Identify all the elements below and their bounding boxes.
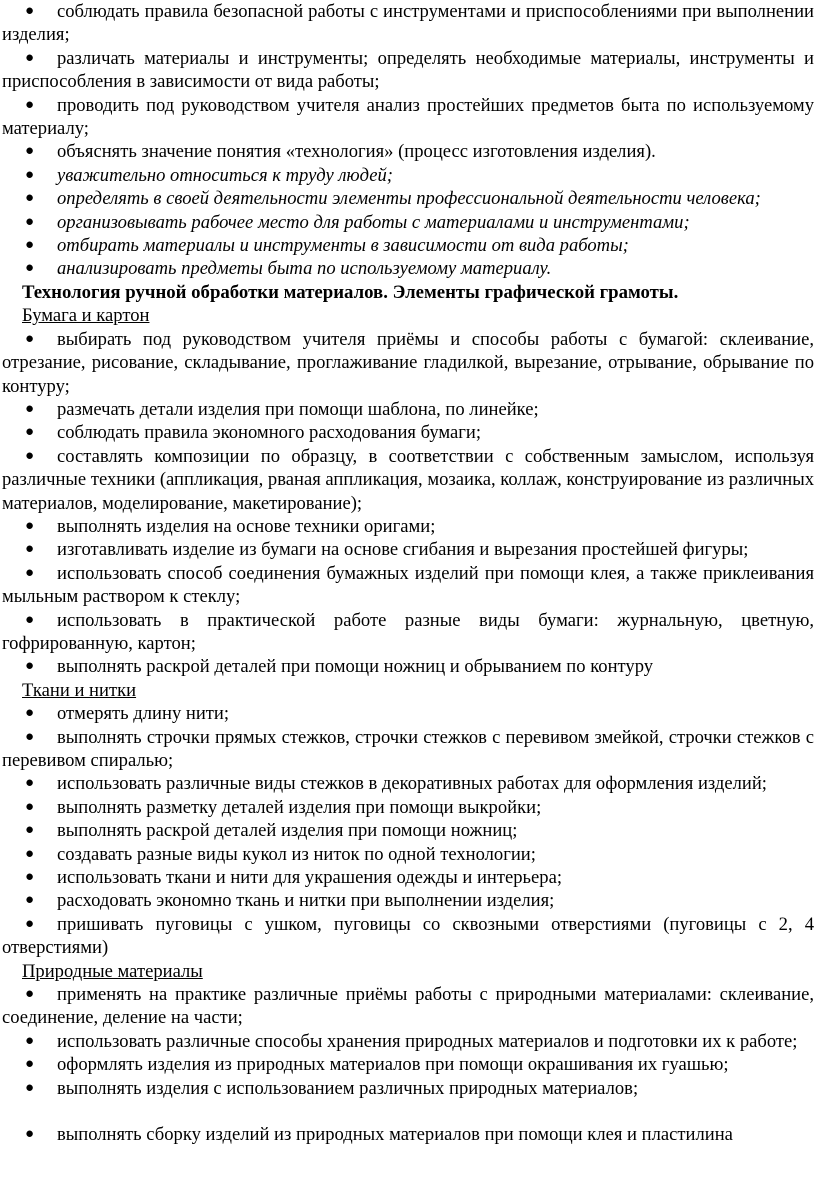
list-item-text: анализировать предметы быта по используемому материалу. (57, 258, 552, 280)
list-item-text: выполнять раскрой деталей при помощи ножниц и обрыванием по контуру (57, 656, 654, 678)
list-item-text: выполнять изделия с использованием различных природных материалов; (57, 1077, 639, 1099)
list-item (2, 866, 814, 889)
list-item-text: создавать разные виды кукол из ниток по одной технологии; (57, 843, 536, 865)
list-item-text: отбирать материалы и инструменты в зависимости от вида работы; (57, 235, 629, 257)
list-item (2, 234, 814, 257)
bullet-icon: ● (25, 892, 35, 909)
bullet-icon: ● (25, 798, 35, 815)
list-item-text: составлять композиции по образцу, в соответствии с собственным замыслом, используя различные техники (аппликация, рваная аппликация, мозаика, коллаж, конструирование из различных материалов, моделирование, макетирование); (2, 445, 814, 514)
bullet-icon: ● (25, 260, 35, 277)
list-item (2, 772, 814, 795)
list-item-text: выполнять разметку деталей изделия при помощи выкройки; (57, 796, 542, 818)
list-item-text: определять в своей деятельности элементы профессиональной деятельности человека; (57, 188, 761, 210)
list-item (2, 421, 814, 444)
list-item-text: применять на практике различные приёмы работы с природными материалами: склеивание, соединение, деление на части; (2, 984, 814, 1029)
list-item-text: расходовать экономно ткань и нитки при выполнении изделия; (57, 890, 555, 912)
list-item-text: использовать различные виды стежков в декоративных работах для оформления изделий; (57, 773, 767, 795)
list-item-text: проводить под руководством учителя анализ простейших предметов быта по используемому материалу; (2, 94, 814, 140)
list-item-text: использовать способ соединения бумажных изделий при помощи клея, а также приклеивания мыльным раствором к стеклу; (2, 562, 814, 608)
bullet-icon: ● (25, 424, 35, 441)
bullet-icon: ● (25, 447, 35, 464)
bullet-icon: ● (25, 658, 35, 675)
bullet-icon: ● (25, 190, 35, 207)
bullet-icon: ● (25, 143, 35, 160)
natural-list (2, 983, 814, 1146)
bullet-icon: ● (25, 822, 35, 839)
bullet-icon: ● (25, 541, 35, 558)
bullet-icon: ● (25, 1032, 35, 1049)
list-item (2, 47, 814, 94)
bullet-icon: ● (25, 1079, 35, 1096)
list-item (2, 913, 814, 960)
bullet-icon: ● (25, 96, 35, 113)
list-item (2, 164, 814, 187)
bullet-icon: ● (25, 845, 35, 862)
list-item (2, 187, 814, 210)
list-item (2, 1030, 814, 1053)
bullet-icon: ● (25, 915, 35, 932)
list-item (2, 819, 814, 842)
bullet-icon: ● (25, 1126, 35, 1143)
list-item-text: уважительно относиться к труду людей; (57, 164, 393, 186)
list-item (2, 445, 814, 515)
bullet-icon: ● (25, 517, 35, 534)
list-item (2, 1077, 814, 1100)
list-item (2, 655, 814, 678)
list-item-text: выполнять изделия на основе техники оригами; (57, 515, 436, 537)
list-item (2, 983, 814, 1030)
list-item (2, 1053, 814, 1076)
list-item (2, 94, 814, 141)
list-item (2, 211, 814, 234)
list-item (2, 538, 814, 561)
bullet-icon: ● (25, 705, 35, 722)
list-item-text: использовать различные способы хранения природных материалов и подготовки их к работе; (57, 1030, 798, 1052)
list-item (2, 398, 814, 421)
subsection-title-fabric: Ткани и нитки (22, 679, 137, 701)
blank-line (2, 1100, 814, 1123)
list-item (2, 889, 814, 912)
list-item-text: соблюдать правила безопасной работы с инструментами и приспособлениями при выполнении изделия; (2, 1, 814, 46)
list-item (2, 843, 814, 866)
list-item-text: размечать детали изделия при помощи шаблона, по линейке; (57, 398, 539, 420)
bullet-icon: ● (25, 775, 35, 792)
list-item-text: использовать в практической работе разные виды бумаги: журнальную, цветную, гофрированную, картон; (2, 609, 814, 654)
document-page (2, 0, 814, 1147)
list-item-text: пришивать пуговицы с ушком, пуговицы со сквозными отверстиями (пуговицы с 2, 4 отверстиями) (2, 913, 814, 959)
subsection-title-paper: Бумага и картон (22, 305, 150, 327)
bullet-icon: ● (25, 611, 35, 628)
list-item (2, 609, 814, 656)
bullet-icon: ● (25, 400, 35, 417)
intro-list (2, 0, 814, 164)
list-item-text: оформлять изделия из природных материалов при помощи окрашивания их гуашью; (57, 1054, 729, 1076)
section-heading: Технология ручной обработки материалов. Элементы графической грамоты. (22, 281, 679, 303)
list-item (2, 702, 814, 725)
list-item-text: выполнять строчки прямых стежков, строчки стежков с перевивом змейкой, строчки стежков с перевивом спиралью; (2, 726, 814, 771)
list-item (2, 1123, 814, 1146)
fabric-list (2, 702, 814, 959)
subsection-title-natural: Природные материалы (22, 960, 203, 982)
list-item-text: объяснять значение понятия «технология» (процесс изготовления изделия). (57, 141, 656, 163)
bullet-icon: ● (25, 166, 35, 183)
bullet-icon: ● (25, 1056, 35, 1073)
bullet-icon: ● (25, 986, 35, 1003)
paper-list (2, 328, 814, 679)
list-item-text: соблюдать правила экономного расходования бумаги; (57, 422, 482, 444)
italic-list (2, 164, 814, 281)
bullet-icon: ● (25, 564, 35, 581)
list-item-text: выполнять раскрой деталей изделия при помощи ножниц; (57, 820, 518, 842)
list-item (2, 328, 814, 398)
list-item-text: отмерять длину нити; (57, 703, 230, 725)
list-item-text: выбирать под руководством учителя приёмы и способы работы с бумагой: склеивание, отрезание, рисование, складывание, проглаживание гладилкой, вырезание, отрывание, обрывание по контуру; (2, 328, 814, 397)
bullet-icon: ● (25, 49, 35, 66)
list-item (2, 562, 814, 609)
bullet-icon: ● (25, 237, 35, 254)
list-item (2, 257, 814, 280)
list-item (2, 515, 814, 538)
bullet-icon: ● (25, 330, 35, 347)
bullet-icon: ● (25, 869, 35, 886)
bullet-icon: ● (25, 213, 35, 230)
list-item (2, 726, 814, 773)
list-item-text: изготавливать изделие из бумаги на основе сгибания и вырезания простейшей фигуры; (57, 539, 749, 561)
list-item (2, 796, 814, 819)
bullet-icon: ● (25, 3, 35, 19)
list-item-text: различать материалы и инструменты; определять необходимые материалы, инструменты и приспособления в зависимости от вида работы; (2, 47, 814, 93)
list-item-text: организовывать рабочее место для работы с материалами и инструментами; (57, 211, 690, 233)
list-item (2, 140, 814, 163)
bullet-icon: ● (25, 728, 35, 745)
list-item (2, 0, 814, 47)
list-item-text: использовать ткани и нити для украшения одежды и интерьера; (57, 867, 562, 889)
list-item-text: выполнять сборку изделий из природных материалов при помощи клея и пластилина (57, 1124, 733, 1146)
